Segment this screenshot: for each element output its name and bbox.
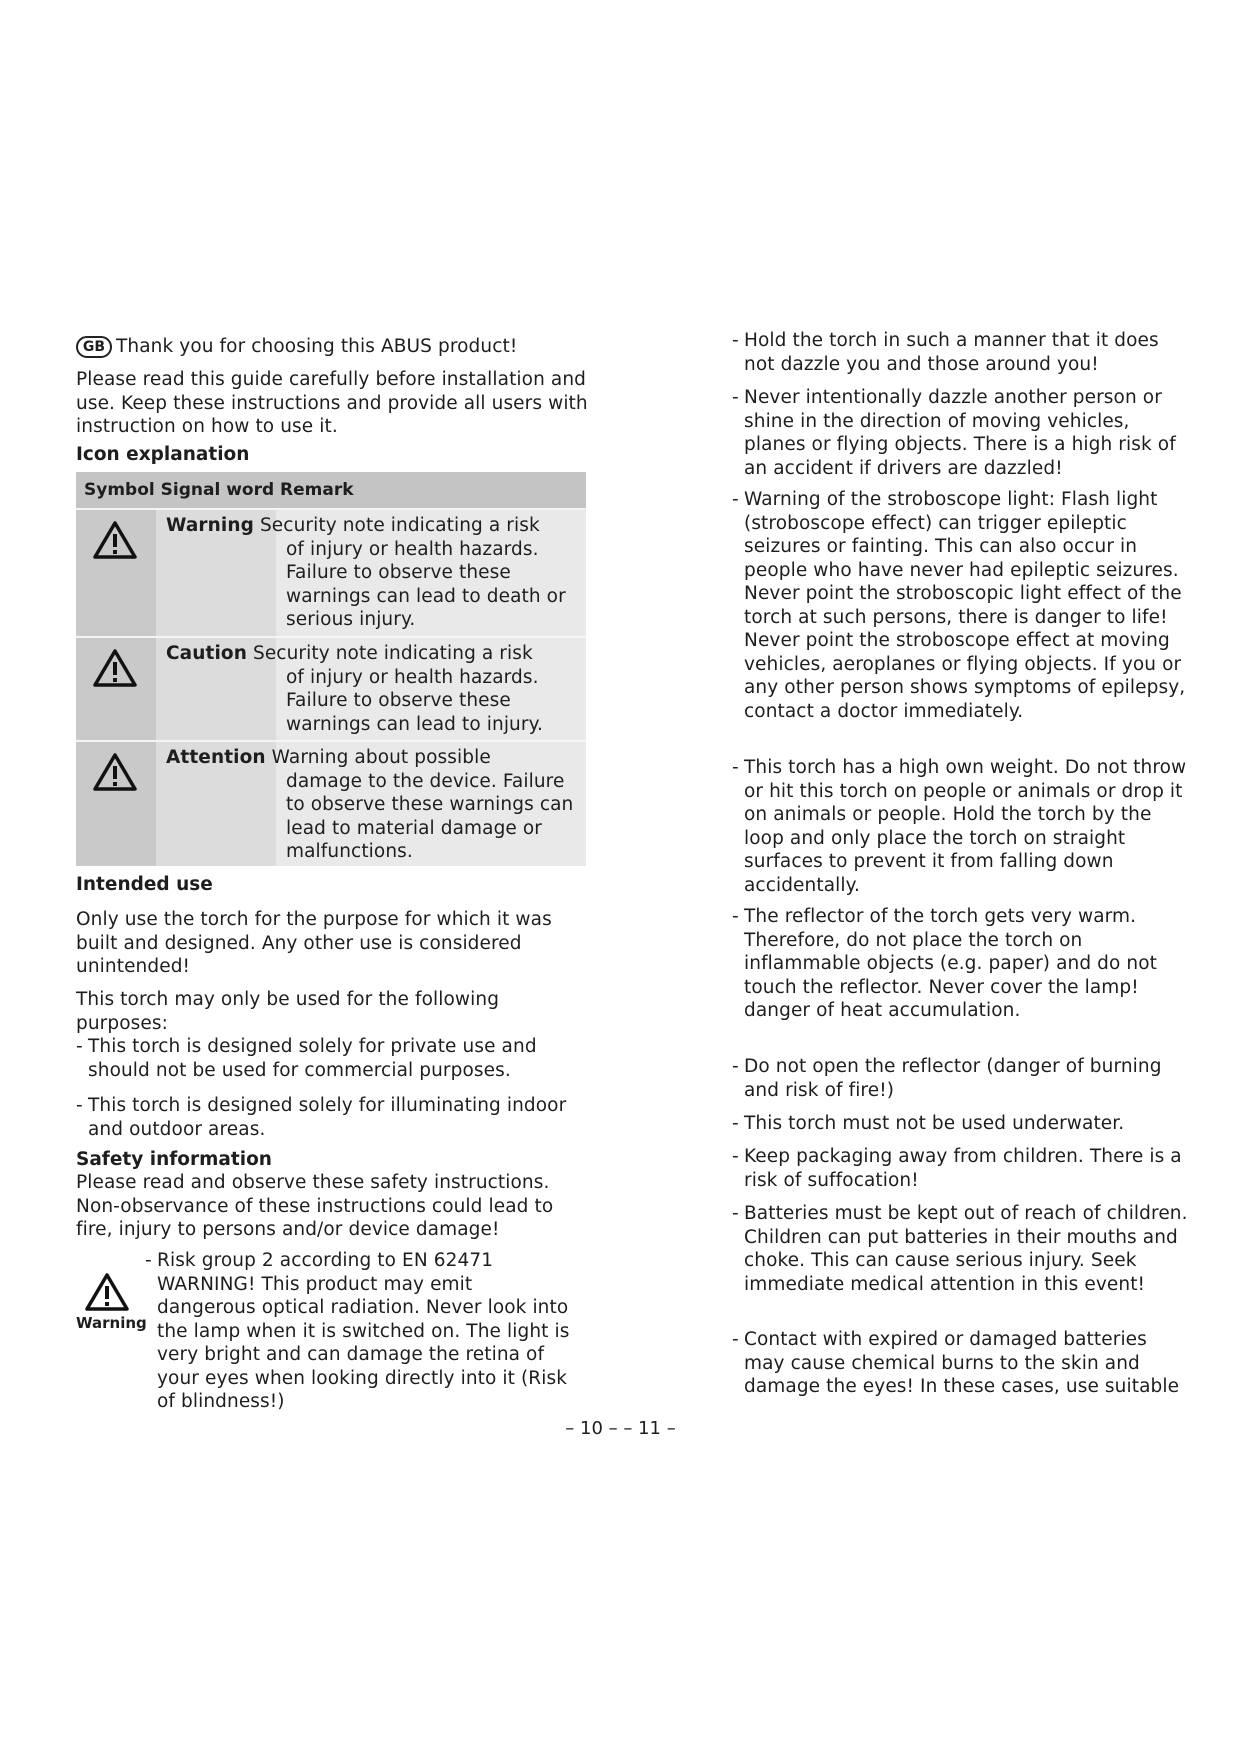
list-item: - Hold the torch in such a manner that it does not dazzle you and those around you! (732, 330, 1159, 375)
list-item: - Keep packaging away from children. There is a risk of suffocation! (732, 1146, 1182, 1191)
signal-word-attention: Attention (166, 747, 266, 768)
safety-information-heading: Safety information (76, 1149, 272, 1170)
list-item: - This torch has a high own weight. Do not throw or hit this torch on people or animals or drop it on animals or people. Hold the torch by the loop and only place the torch on straight surfaces to prevent it from falling down accidentally. (732, 757, 1187, 896)
gb-language-badge: GB (76, 336, 112, 358)
intended-use-heading: Intended use (76, 874, 213, 895)
safety-information-text: Please read and observe these safety instructions. Non-observance of these instructions could lead to fire, injury to persons and/or device damage! (76, 1172, 554, 1240)
list-item: - Warning of the stroboscope light: Flash light (stroboscope effect) can trigger epileptic seizures or fainting. This can also occur in people who have never had epileptic seizures. Never point the stroboscopic light effect of the torch at such persons, there is danger to life! Never point the stroboscope effect at moving vehicles, aeroplanes or flying objects. If you or any other person shows symptoms of epilepsy, contact a doctor immediately. (732, 489, 1186, 722)
table-row-warning: Warning Security note indicating a risk of injury or health hazards. Failure to observe these warnings can lead to death or serious injury. (76, 508, 586, 636)
icon-explanation-table (76, 472, 586, 866)
list-item: - This torch must not be used underwater. (732, 1113, 1125, 1134)
table-header: Symbol Signal word Remark (76, 472, 586, 508)
intro-title: Thank you for choosing this ABUS product! (116, 336, 518, 357)
page-number-right: – 11 – (623, 1418, 676, 1439)
risk-group-item: - Risk group 2 according to EN 62471 WARNING! This product may emit dangerous optical radiation. Never look into the lamp when it is switched on. The light is very bright and can damage the retina of your eyes when looking directly into it (Risk of blindness!) (145, 1250, 570, 1412)
purposes-intro: This torch may only be used for the following purposes: (76, 989, 500, 1034)
list-item: - Contact with expired or damaged batteries may cause chemical burns to the skin and damage the eyes! In these cases, use suitable (732, 1329, 1180, 1397)
warning-triangle-icon (92, 520, 138, 560)
list-item: - Never intentionally dazzle another person or shine in the direction of moving vehicles, planes or flying objects. There is a high risk of an accident if drivers are dazzled! (732, 387, 1176, 479)
signal-word-caution: Caution (166, 643, 247, 664)
page-numbers (0, 1418, 1241, 1439)
table-row-attention: Attention Warning about possible damage to the device. Failure to observe these warnings can lead to material damage or malfunctions. (76, 740, 586, 866)
table-row-caution: Caution Security note indicating a risk of injury or health hazards. Failure to observe these warnings can lead to injury. (76, 636, 586, 740)
purpose-item: - This torch is designed solely for private use and should not be used for commercial purposes. (76, 1036, 537, 1081)
list-item: - The reflector of the torch gets very warm. Therefore, do not place the torch on inflammable objects (e.g. paper) and do not touch the reflector. Never cover the lamp! danger of heat accumulation. (732, 906, 1158, 1021)
signal-word-warning: Warning (166, 515, 254, 536)
caution-triangle-icon (92, 648, 138, 688)
intro-title-line (76, 335, 591, 359)
page-number-left: – 10 – (565, 1418, 618, 1439)
intro-text: Please read this guide carefully before installation and use. Keep these instructions and provide all users with instruction on how to use it. (76, 369, 588, 437)
list-item: - Batteries must be kept out of reach of children. Children can put batteries in their mouths and choke. This can cause serious injury. Seek immediate medical attention in this event! (732, 1203, 1188, 1295)
warning-label: Warning (76, 1314, 147, 1332)
warning-triangle-icon (84, 1272, 130, 1312)
icon-explanation-heading: Icon explanation (76, 444, 250, 465)
intended-use-text: Only use the torch for the purpose for which it was built and designed. Any other use is considered unintended! (76, 909, 552, 977)
attention-triangle-icon (92, 752, 138, 792)
purpose-item: - This torch is designed solely for illuminating indoor and outdoor areas. (76, 1095, 567, 1140)
list-item: - Do not open the reflector (danger of burning and risk of fire!) (732, 1056, 1162, 1101)
